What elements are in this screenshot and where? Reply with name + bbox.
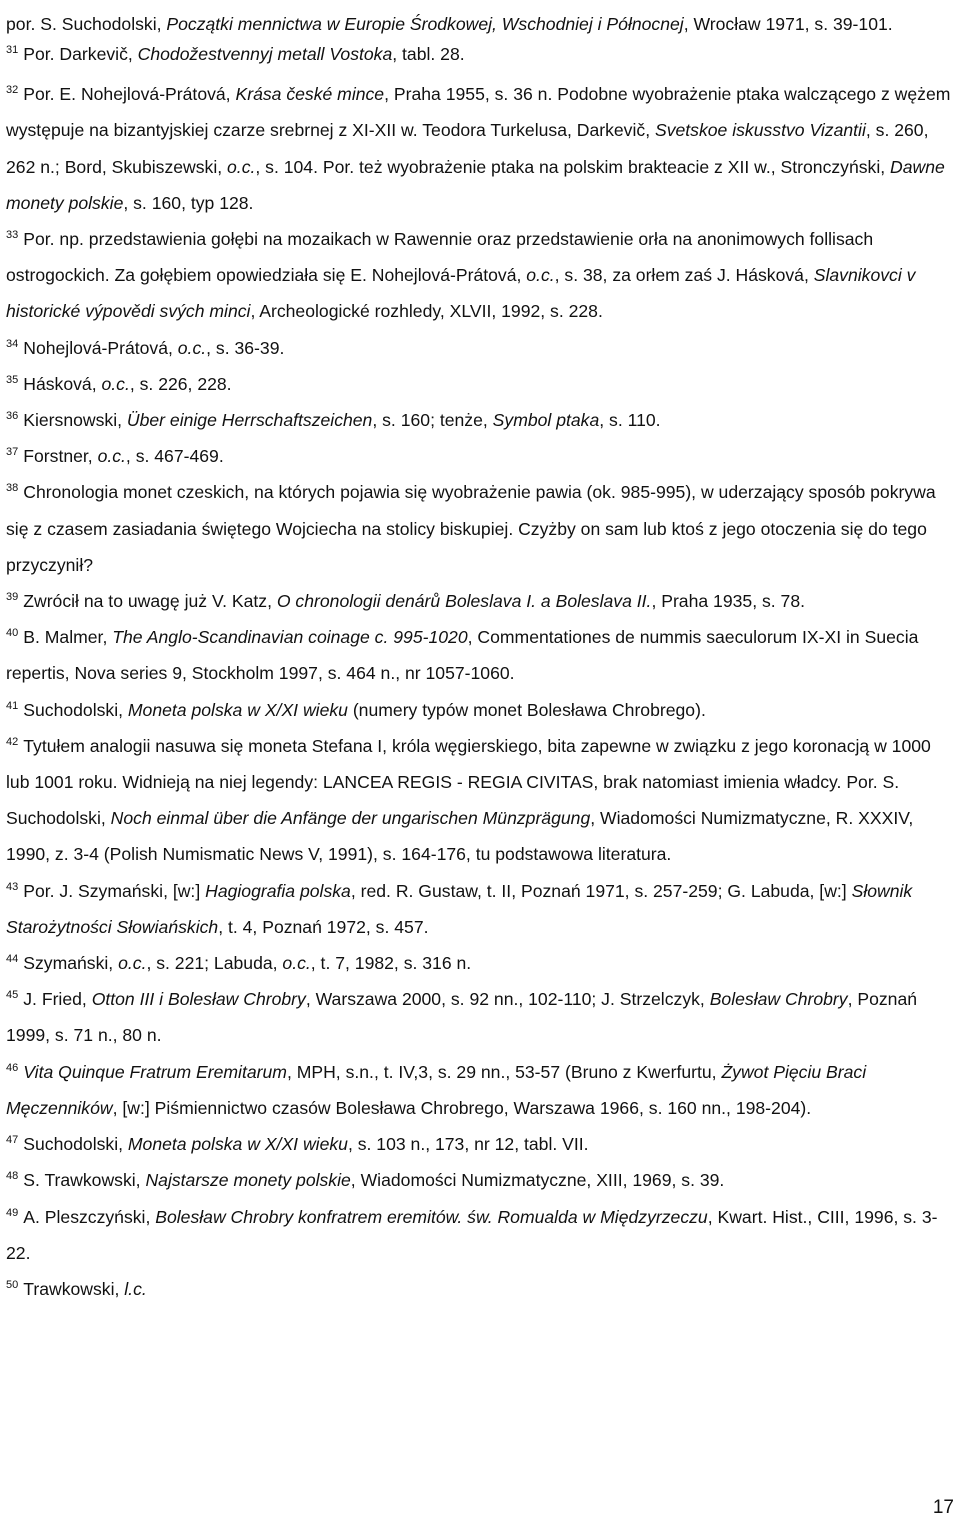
footnote-title-text: Moneta polska w X/XI wieku: [127, 1134, 348, 1155]
footnote-text: Por. J. Szymański, [w:]: [23, 880, 206, 901]
footnote-title-text: Chodožestvennyj metall Vostoka: [137, 44, 393, 65]
footnote: [6, 42, 952, 66]
footnote-number: 38: [6, 482, 19, 495]
footnote-title-text: Słownik Starożytności Słowiańskich: [6, 880, 913, 937]
footnote: [6, 981, 952, 1053]
footnote-text: , s. 160, typ 128.: [123, 192, 254, 213]
footnote-text: S. Trawkowski,: [23, 1170, 146, 1191]
footnote: [6, 330, 952, 366]
footnote-title-text: Żywot Pięciu Braci Męczenników: [6, 1061, 867, 1118]
footnote-text: , Wrocław 1971, s. 39-101.: [683, 14, 893, 34]
footnote-title-text: The Anglo-Scandinavian coinage c. 995-1020: [112, 627, 468, 648]
footnote-text: , t. 7, 1982, s. 316 n.: [310, 953, 472, 974]
footnote: [6, 1162, 952, 1198]
footnote-text: , Warszawa 2000, s. 92 nn., 102-110; J. Strzelczyk,: [305, 989, 710, 1010]
footnote-number: 42: [6, 735, 19, 748]
footnote-title-text: Vita Quinque Fratrum Eremitarum: [23, 1061, 287, 1082]
footnote-text: B. Malmer,: [23, 627, 113, 648]
footnote: [6, 366, 952, 402]
footnote-text: Por. E. Nohejlová-Prátová,: [23, 84, 236, 105]
footnote-text: Forstner,: [23, 446, 98, 467]
footnote: [6, 76, 952, 221]
footnote-title-text: O chronologii denárů Boleslava I. a Boleslava II.: [276, 591, 652, 612]
footnote-number: 50: [6, 1278, 19, 1291]
footnote-number: 33: [6, 229, 19, 242]
footnote: [6, 1126, 952, 1162]
footnote-title-text: Bolesław Chrobry konfratrem eremitów. św. Romualda w Międzyrzeczu: [155, 1206, 708, 1227]
footnote-title-text: o.c.: [177, 337, 207, 358]
footnote-number: 45: [6, 989, 19, 1002]
footnote-number: 47: [6, 1134, 19, 1147]
footnote-number: 35: [6, 373, 19, 386]
footnote-text: , Wiadomości Numizmatyczne, XIII, 1969, s. 39.: [350, 1170, 725, 1191]
footnote: [6, 945, 952, 981]
footnote-title-text: o.c.: [282, 953, 311, 974]
footnote: [6, 692, 952, 728]
footnote-text: , s. 160; tenże,: [372, 410, 493, 431]
footnote-text: Zwrócił na to uwagę już V. Katz,: [23, 591, 277, 612]
footnote-title-text: Dawne monety polskie: [6, 156, 945, 213]
footnote: [6, 1271, 952, 1307]
footnote-number: 41: [6, 699, 19, 712]
footnote-text: , s. 467-469.: [125, 446, 224, 467]
footnote: [6, 221, 952, 330]
footnote-text: , [w:] Piśmiennictwo czasów Bolesława Chrobrego, Warszawa 1966, s. 160 nn., 198-204).: [112, 1097, 812, 1118]
footnote-text: Trawkowski,: [23, 1278, 125, 1299]
footnote-number: 40: [6, 627, 19, 640]
footnote-text: , s. 38, za orłem zaś J. Hásková,: [554, 265, 814, 286]
footnote-number: 37: [6, 446, 19, 459]
footnote-title-text: Najstarsze monety polskie: [145, 1170, 351, 1191]
footnote-text: , s. 260, 262 n.; Bord, Skubiszewski,: [6, 120, 929, 177]
footnote-text: Nohejlová-Prátová,: [23, 337, 178, 358]
footnote: [6, 583, 952, 619]
footnote-title-text: o.c.: [101, 373, 130, 394]
footnote-text: , Praha 1935, s. 78.: [651, 591, 805, 612]
footnote-text: , t. 4, Poznań 1972, s. 457.: [218, 916, 429, 937]
footnote-text: , s. 221; Labuda,: [146, 953, 283, 974]
footnote-text: (numery typów monet Bolesława Chrobrego).: [347, 699, 706, 720]
footnote-text: , s. 226, 228.: [129, 373, 232, 394]
footnote-text: Suchodolski,: [23, 699, 128, 720]
footnote: [6, 474, 952, 583]
footnote-number: 44: [6, 953, 19, 966]
footnote: [6, 6, 952, 42]
footnote-title-text: Hagiografia polska: [205, 880, 351, 901]
footnote-title-text: Noch einmal über die Anfänge der ungarischen Münzprägung: [110, 808, 591, 829]
footnote-text: , Poznań 1999, s. 71 n., 80 n.: [6, 989, 918, 1046]
footnote-text: Chronologia monet czeskich, na których pojawia się wyobrażenie pawia (ok. 985-995), w uderzający sposób pokrywa się z czasem zasiadania świętego Wojciecha na stolicy biskupiej. Czyżby on sam lub ktoś z jego otoczenia się do tego przyczynił?: [6, 482, 936, 575]
footnotes-list: [6, 6, 952, 1307]
footnote: [6, 728, 952, 873]
footnote-title-text: Krása české mince: [235, 84, 385, 105]
footnote-title-text: Bolesław Chrobry: [709, 989, 848, 1010]
footnote-text: Hásková,: [23, 373, 102, 394]
footnote-number: 39: [6, 591, 19, 604]
footnote-title-text: Svetskoe iskusstvo Vizantii: [654, 120, 866, 141]
footnote-title-text: o.c.: [118, 953, 147, 974]
footnote: [6, 1054, 952, 1126]
footnote-text: , tabl. 28.: [392, 44, 465, 65]
page-number: 17: [932, 1497, 954, 1518]
footnote-title-text: o.c.: [97, 446, 126, 467]
footnote-number: 36: [6, 410, 19, 423]
footnote-text: A. Pleszczyński,: [23, 1206, 156, 1227]
footnote-number: 46: [6, 1061, 19, 1074]
footnote-text: , s. 110.: [599, 410, 661, 431]
footnote-text: , Praha 1955, s. 36 n. Podobne wyobrażenie ptaka walczącego z wężem występuje na bizantyjskiej czarze srebrnej z XI-XII w. Teodora Turkelusa, Darkevič,: [6, 84, 951, 141]
footnote: [6, 1199, 952, 1271]
footnote-text: , s. 36-39.: [206, 337, 285, 358]
footnote-text: , Wiadomości Numizmatyczne, R. XXXIV, 1990, z. 3-4 (Polish Numismatic News V, 1991), s. 164-176, tu podstawowa literatura.: [6, 808, 914, 865]
footnote-text: , s. 103 n., 173, nr 12, tabl. VII.: [347, 1134, 589, 1155]
footnote-title-text: Moneta polska w X/XI wieku: [127, 699, 348, 720]
footnote-title-text: Początki mennictwa w Europie Środkowej, Wschodniej i Północnej: [166, 14, 684, 34]
footnote-title-text: Otton III i Bolesław Chrobry: [91, 989, 306, 1010]
footnote-number: 49: [6, 1206, 19, 1219]
footnote-number: 32: [6, 84, 19, 97]
footnote-title-text: o.c.: [227, 156, 256, 177]
footnote-title-text: Über einige Herrschaftszeichen: [126, 410, 373, 431]
footnote-text: Por. Darkevič,: [23, 44, 138, 65]
footnote-title-text: o.c.: [526, 265, 555, 286]
footnote-number: 31: [6, 44, 19, 57]
footnote-text: Szymański,: [23, 953, 119, 974]
footnote-text: Por. np. przedstawienia gołębi na mozaikach w Rawennie oraz przedstawienie orła na anonimowych follisach ostrogockich. Za gołębiem opowiedziała się E. Nohejlová-Prátová,: [6, 229, 874, 286]
footnote-text: Kiersnowski,: [23, 410, 127, 431]
footnote-text: , MPH, s.n., t. IV,3, s. 29 nn., 53-57 (Bruno z Kwerfurtu,: [286, 1061, 722, 1082]
footnote-text: , red. R. Gustaw, t. II, Poznań 1971, s. 257-259; G. Labuda, [w:]: [350, 880, 852, 901]
footnote-text: Tytułem analogii nasuwa się moneta Stefana I, króla węgierskiego, bita zapewne w związku z jego koronacją w 1000 lub 1001 roku. Widnieją na niej legendy: LANCEA REGIS - REGIA CIVITAS, brak natomiast imienia władcy. Por. S. Suchodolski,: [6, 735, 931, 829]
footnote-title-text: l.c.: [124, 1278, 147, 1299]
footnote-title-text: Symbol ptaka: [492, 410, 600, 431]
footnote: [6, 619, 952, 691]
footnote-number: 43: [6, 880, 19, 893]
footnote-number: 48: [6, 1170, 19, 1183]
footnote-text: por. S. Suchodolski,: [6, 14, 167, 34]
footnote-text: , Kwart. Hist., CIII, 1996, s. 3-22.: [6, 1206, 938, 1263]
footnote-title-text: Slavnikovci v historické výpovědi svých minci: [6, 265, 916, 322]
footnote-text: , s. 104. Por. też wyobrażenie ptaka na polskim brakteacie z XII w., Stronczyński,: [255, 156, 891, 177]
footnote: [6, 438, 952, 474]
footnote-text: Suchodolski,: [23, 1134, 128, 1155]
footnote-text: J. Fried,: [23, 989, 92, 1010]
footnote: [6, 873, 952, 945]
footnote-text: , Commentationes de nummis saeculorum IX-XI in Suecia repertis, Nova series 9, Stockholm 1997, s. 464 n., nr 1057-1060.: [6, 627, 919, 684]
footnote-number: 34: [6, 337, 19, 350]
footnote: [6, 402, 952, 438]
footnote-text: , Archeologické rozhledy, XLVII, 1992, s. 228.: [250, 301, 603, 322]
